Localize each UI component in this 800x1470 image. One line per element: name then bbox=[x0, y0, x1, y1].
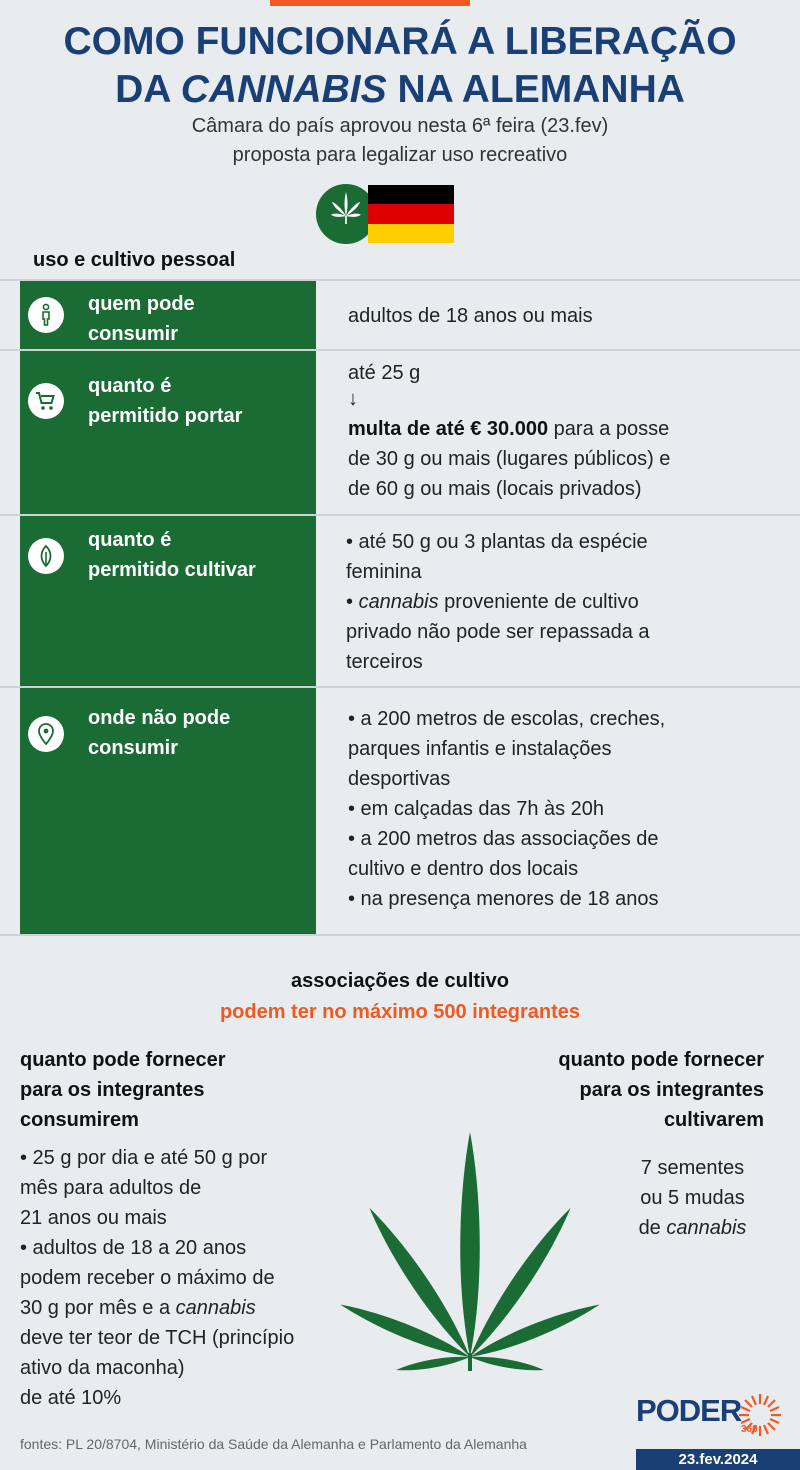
poder360-logo: PODER bbox=[636, 1393, 742, 1428]
location-pin-icon bbox=[28, 716, 64, 752]
cannabis-leaf-icon bbox=[316, 184, 376, 244]
date-badge: 23.fev.2024 bbox=[636, 1449, 800, 1470]
row-label: quem pode consumir bbox=[88, 293, 195, 345]
subtitle-line-2: proposta para legalizar uso recreativo bbox=[232, 144, 568, 166]
left-column-heading: quanto pode fornecer para os integrantes consumirem bbox=[20, 1049, 226, 1131]
title-line-1: COMO FUNCIONARÁ A LIBERAÇÃO bbox=[63, 20, 737, 63]
row-value: • até 50 g ou 3 plantas da espécie feminina • cannabis proveniente de cultivo privado não pode ser repassada a terceiros bbox=[346, 531, 650, 673]
row-value: adultos de 18 anos ou mais bbox=[348, 305, 593, 327]
right-column-text: 7 sementes ou 5 mudas de cannabis bbox=[638, 1157, 747, 1239]
associations-title: associações de cultivo bbox=[291, 970, 509, 992]
row-label: quanto é permitido portar bbox=[88, 375, 243, 427]
subtitle-line-1: Câmara do país aprovou nesta 6ª feira (23.fev) bbox=[191, 115, 609, 137]
person-icon bbox=[28, 297, 64, 333]
row-value: • a 200 metros de escolas, creches, parques infantis e instalações desportivas • em calçadas das 7h às 20h • a 200 metros das associações de cultivo e dentro dos locais • na presença menores de 18 anos bbox=[348, 708, 666, 910]
sources-note: fontes: PL 20/8704, Ministério da Saúde da Alemanha e Parlamento da Alemanha bbox=[20, 1436, 527, 1452]
row-label: quanto é permitido cultivar bbox=[88, 529, 256, 581]
cannabis-leaf-illustration bbox=[330, 1125, 620, 1375]
row-label: onde não pode consumir bbox=[88, 707, 231, 759]
logo-subtext: 360 bbox=[741, 1424, 758, 1435]
title-line-2: DA CANNABIS NA ALEMANHA bbox=[115, 68, 685, 111]
left-column-text: • 25 g por dia e até 50 g por mês para adultos de 21 anos ou mais • adultos de 18 a 20 anos podem receber o máximo de 30 g por mês e a cannabis deve ter teor de TCH (princípio ativo da maconha) de até 10% bbox=[20, 1147, 295, 1409]
section-label: uso e cultivo pessoal bbox=[33, 249, 236, 271]
row-value: até 25 g ↓ multa de até € 30.000 para a posse de 30 g ou mais (lugares públicos) e de 60 g ou mais (locais privados) bbox=[348, 358, 768, 504]
shopping-cart-icon bbox=[28, 383, 64, 419]
associations-subtitle: podem ter no máximo 500 integrantes bbox=[219, 1001, 581, 1023]
top-accent-bar bbox=[270, 0, 470, 6]
down-arrow-icon: ↓ bbox=[348, 388, 358, 410]
row-divider bbox=[0, 934, 800, 936]
leaf-icon bbox=[28, 538, 64, 574]
right-column-heading: quanto pode fornecer para os integrantes cultivarem bbox=[558, 1049, 764, 1131]
germany-flag-icon bbox=[368, 185, 454, 243]
